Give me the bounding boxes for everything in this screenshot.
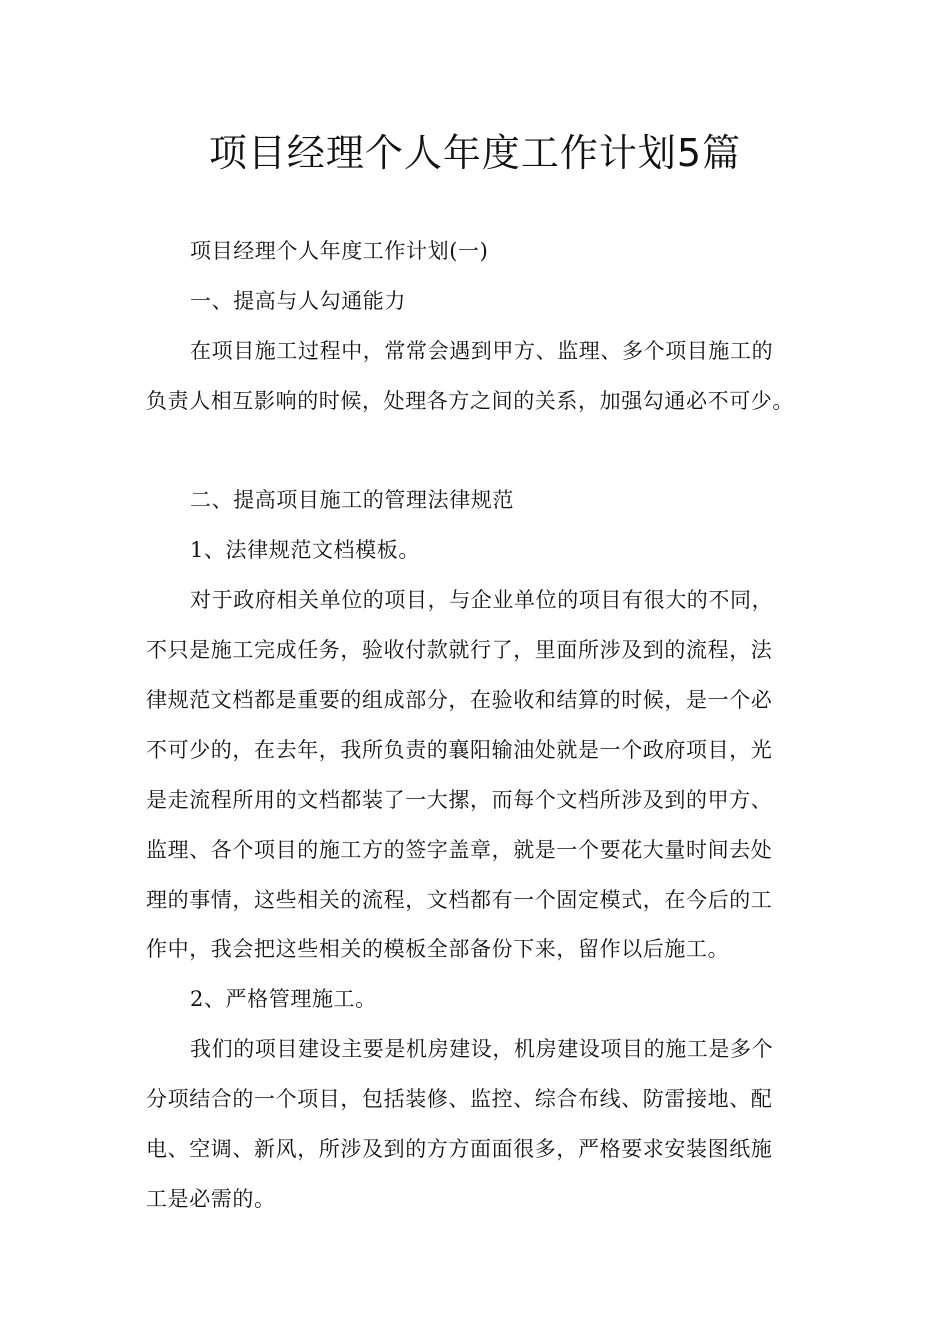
paragraph-line: 对于政府相关单位的项目，与企业单位的项目有很大的不同， — [190, 588, 774, 612]
subheading: 二、提高项目施工的管理法律规范 — [190, 488, 514, 512]
paragraph-line: 监理、各个项目的施工方的签字盖章，就是一个要花大量时间去处 — [146, 838, 773, 862]
paragraph-line: 律规范文档都是重要的组成部分，在验收和结算的时候，是一个必 — [146, 688, 773, 712]
paragraph-line: 电、空调、新风，所涉及到的方方面面很多，严格要求安装图纸施 — [146, 1137, 773, 1161]
paragraph-line: 不只是施工完成任务，验收付款就行了，里面所涉及到的流程，法 — [146, 638, 773, 662]
paragraph-line: 负责人相互影响的时候，处理各方之间的关系，加强勾通必不可少。 — [146, 389, 794, 413]
paragraph-line: 理的事情，这些相关的流程，文档都有一个固定模式，在今后的工 — [146, 888, 773, 912]
list-item-heading: 2、严格管理施工。 — [190, 987, 377, 1011]
document-title: 项目经理个人年度工作计划5篇 — [208, 131, 742, 175]
paragraph-line: 是走流程所用的文档都装了一大摞，而每个文档所涉及到的甲方、 — [146, 788, 773, 812]
subheading: 一、提高与人勾通能力 — [190, 289, 406, 313]
paragraph-line: 不可少的，在去年，我所负责的襄阳输油处就是一个政府项目，光 — [146, 738, 773, 762]
paragraph-line: 分项结合的一个项目，包括装修、监控、综合布线、防雷接地、配 — [146, 1087, 773, 1111]
paragraph-line: 工是必需的。 — [146, 1187, 276, 1211]
paragraph-line: 在项目施工过程中，常常会遇到甲方、监理、多个项目施工的 — [190, 339, 774, 363]
paragraph-line: 作中，我会把这些相关的模板全部备份下来，留作以后施工。 — [146, 937, 730, 961]
section-heading: 项目经理个人年度工作计划(一) — [190, 239, 489, 263]
paragraph-line: 我们的项目建设主要是机房建设，机房建设项目的施工是多个 — [190, 1037, 774, 1061]
list-item-heading: 1、法律规范文档模板。 — [190, 538, 420, 562]
